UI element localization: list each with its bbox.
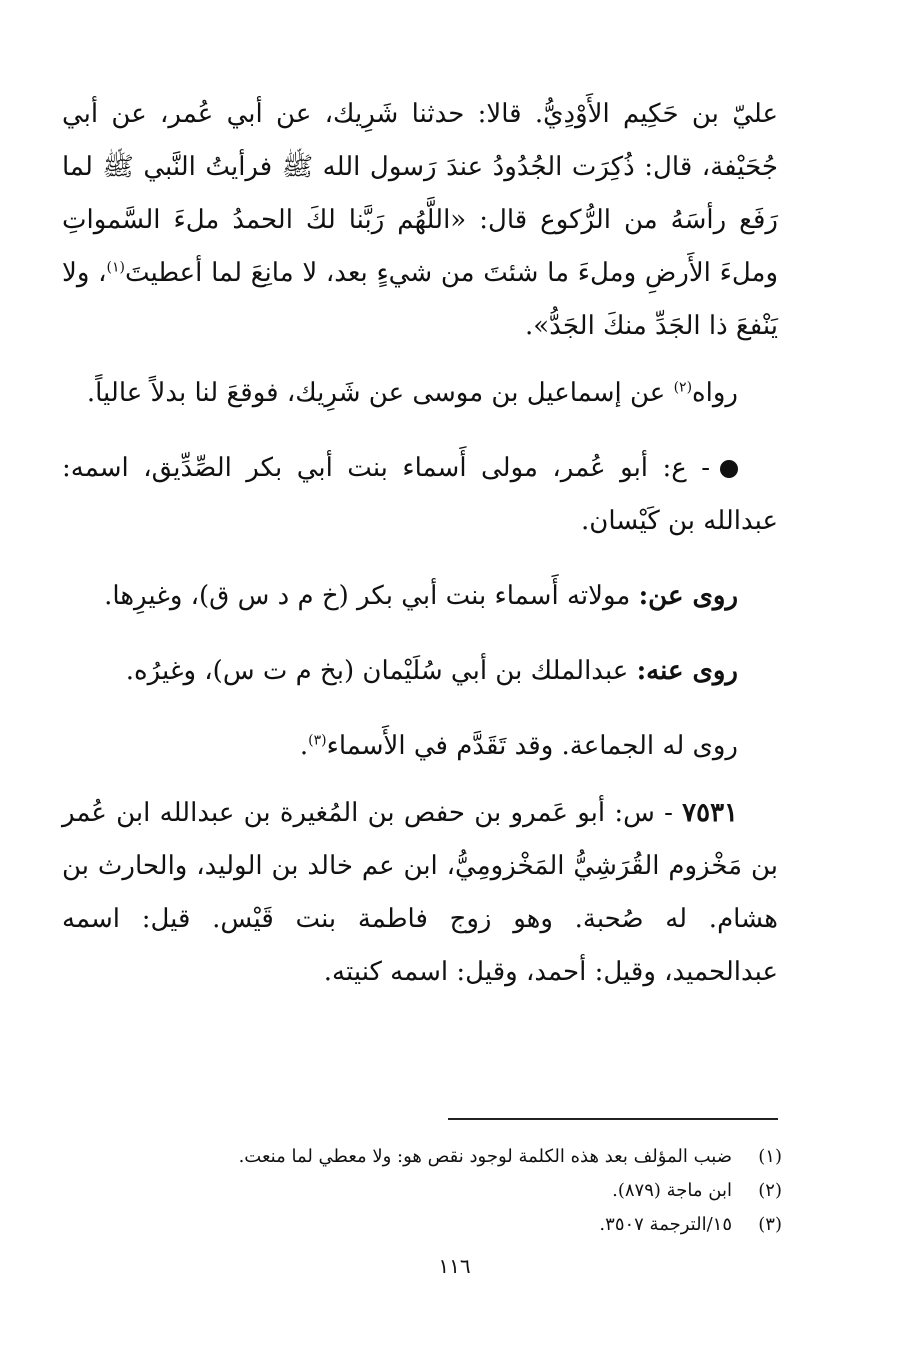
- narrated-from-text: مولاته أَسماء بنت أبي بكر (خ م د س ق)، وغيرِها.: [104, 581, 639, 611]
- page-body: [62, 88, 778, 999]
- entry-abu-umar-text: - ع: أبو عُمر، مولى أَسماء بنت أبي بكر الصِّدِّيق، اسمه: عبدالله بن كَيْسان.: [62, 453, 778, 536]
- narrated-by-label: روى عنه:: [636, 656, 738, 686]
- footnote-3: [120, 1208, 782, 1242]
- footnote-ref-3: (٣): [308, 732, 327, 749]
- paragraph-entry-7531: [62, 787, 778, 999]
- entry-7531-text: - س: أبو عَمرو بن حفص بن المُغيرة بن عبدالله ابن عُمر بن مَخْزوم القُرَشِيُّ المَخْزومِيُّ، ابن عم خالد بن الوليد، والحارث بن هشام. له صُحبة. وهو زوج فاطمة بنت قَيْس. قيل: اسمه عبدالحميد، وقيل: أحمد، وقيل: اسمه كنيته.: [62, 798, 778, 987]
- paragraph-narrated-from: [62, 570, 778, 623]
- paragraph-entry-abu-umar: [62, 442, 778, 548]
- narration-text: عن إسماعيل بن موسى عن شَرِيك، فوقعَ لنا بدلاً عالياً.: [86, 378, 674, 408]
- footnote-number: (٣): [758, 1214, 782, 1235]
- paragraph-jamaah: [62, 720, 778, 773]
- footnotes: [120, 1140, 782, 1242]
- hadith-text-end: ، ولا يَنْفعَ ذا الجَدِّ منكَ الجَدُّ».: [62, 258, 778, 341]
- narration-start: رواه: [692, 378, 738, 408]
- footnote-text: ضبب المؤلف بعد هذه الكلمة لوجود نقص هو: ولا معطي لما منعت.: [238, 1146, 732, 1167]
- footnote-text: ابن ماجة (٨٧٩).: [612, 1180, 732, 1201]
- footnote-ref-2: (٢): [673, 379, 693, 396]
- footnote-2: [120, 1174, 782, 1208]
- entry-number: ٧٥٣١: [682, 798, 738, 828]
- black-circle-icon: [720, 460, 738, 478]
- paragraph-hadith: [62, 88, 778, 353]
- page-number: ١١٦: [438, 1254, 471, 1278]
- footnote-number: (٢): [758, 1180, 782, 1201]
- footnote-text: ١٥/الترجمة ٣٥٠٧.: [599, 1214, 732, 1235]
- paragraph-narrated-by: [62, 645, 778, 698]
- hadith-text: عليّ بن حَكِيم الأَوْدِيُّ. قالا: حدثنا شَرِيك، عن أبي عُمر، عن أبي جُحَيْفة، قال: ذُكِرَت الجُدُودُ عندَ رَسول الله ﷺ فرأيتُ النَّبي ﷺ لما رَفَع رأسَهُ من الرُّكوع قال: «اللَّهُم رَبَّنا لكَ الحمدُ ملءَ السَّمواتِ وملءَ الأَرضِ وملءَ ما شئتَ من شيءٍ بعد، لا مانِعَ لما أعطيتَ: [62, 99, 778, 288]
- paragraph-narration: [62, 367, 778, 420]
- jamaah-text: روى له الجماعة. وقد تَقَدَّم في الأَسماء: [326, 731, 738, 761]
- footnote-number: (١): [758, 1146, 782, 1167]
- narrated-by-text: عبدالملك بن أبي سُلَيْمان (بخ م ت س)، وغيرُه.: [125, 656, 637, 686]
- narrated-from-label: روى عن:: [638, 581, 738, 611]
- footnote-1: [120, 1140, 782, 1174]
- footnote-ref-1: (١): [106, 259, 125, 276]
- jamaah-end: .: [299, 731, 309, 761]
- footnote-divider: [448, 1118, 778, 1120]
